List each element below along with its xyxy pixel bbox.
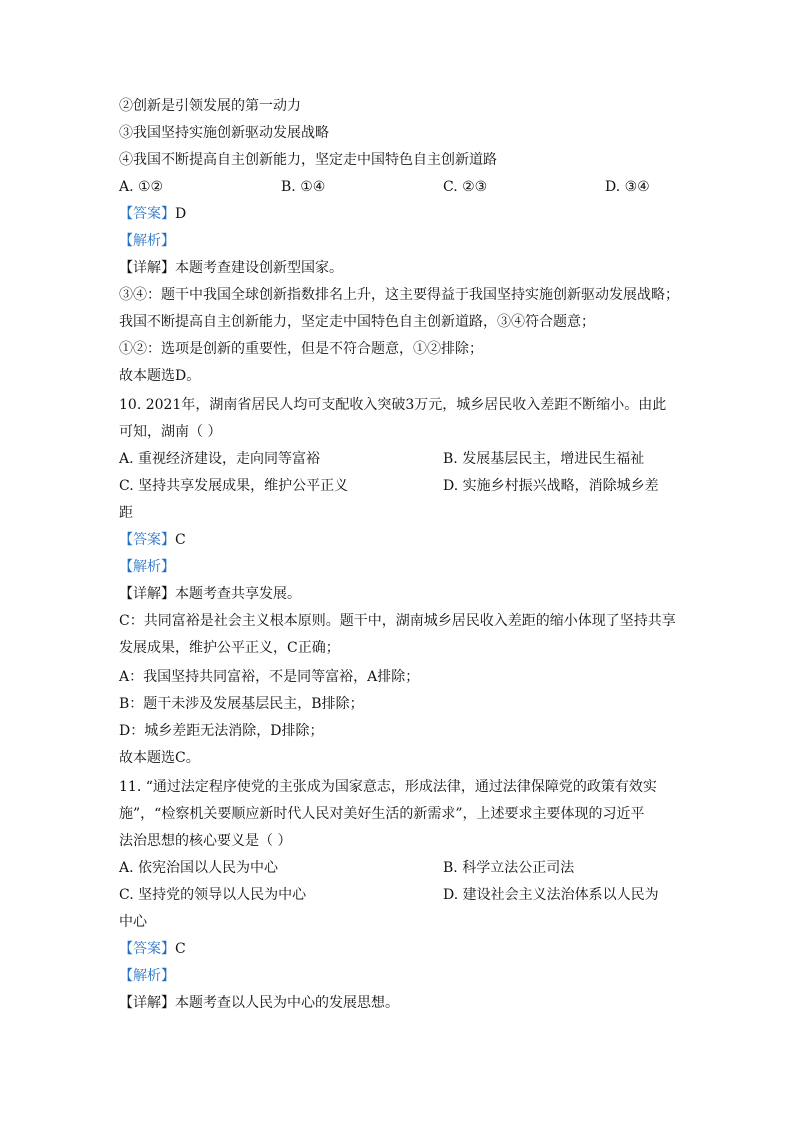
q9-item-2: ②创新是引领发展的第一动力 bbox=[119, 98, 301, 114]
q10-option-b: B. 发展基层民主，增进民生福祉 bbox=[443, 451, 645, 467]
q11-detail bbox=[119, 994, 399, 1012]
answer-value: D bbox=[175, 206, 187, 222]
q9-explanation-line: ③④：题干中我国全球创新指数排名上升，这主要得益于我国坚持实施创新驱动发展战略； bbox=[119, 287, 679, 303]
q9-explanation-line: ①②：选项是创新的重要性，但是不符合题意，①②排除； bbox=[119, 341, 483, 357]
q11-analysis-label: 【解析】 bbox=[119, 968, 175, 984]
q10-option-c: C. 坚持共享发展成果，维护公平正义 bbox=[119, 478, 349, 494]
q9-option-b: B. ①④ bbox=[281, 179, 326, 195]
q10-explanation-line: A：我国坚持共同富裕，不是同等富裕，A排除； bbox=[119, 669, 420, 685]
q11-option-b: B. 科学立法公正司法 bbox=[443, 860, 575, 876]
detail-text: 本题考查以人民为中心的发展思想。 bbox=[175, 995, 399, 1011]
q10-option-d: D. 实施乡村振兴战略，消除城乡差 bbox=[443, 478, 659, 494]
q9-option-c: C. ②③ bbox=[443, 179, 488, 195]
detail-label: 【详解】 bbox=[119, 260, 175, 276]
q9-explanation-line: 我国不断提高自主创新能力，坚定走中国特色自主创新道路，③④符合题意； bbox=[119, 314, 595, 330]
detail-text: 本题考查共享发展。 bbox=[175, 586, 301, 602]
q10-explanation-line: 发展成果，维护公平正义，C正确； bbox=[119, 640, 340, 656]
q10-stem-line: 可知，湖南（ ） bbox=[119, 424, 222, 440]
q11-stem-line: 施”，“检察机关要顺应新时代人民对美好生活的新需求”，上述要求主要体现的习近平 bbox=[119, 806, 645, 822]
q9-item-3: ③我国坚持实施创新驱动发展战略 bbox=[119, 125, 329, 141]
q9-analysis-label: 【解析】 bbox=[119, 233, 175, 249]
q10-analysis-label: 【解析】 bbox=[119, 559, 175, 575]
q11-option-d: D. 建设社会主义法治体系以人民为 bbox=[443, 887, 659, 903]
q10-option-a: A. 重视经济建设，走向同等富裕 bbox=[119, 451, 321, 467]
q11-stem-line: 11. “通过法定程序使党的主张成为国家意志，形成法律，通过法律保障党的政策有效实 bbox=[119, 779, 657, 795]
q10-explanation-line: D：城乡差距无法消除，D排除； bbox=[119, 723, 324, 739]
q9-conclusion: 故本题选D。 bbox=[119, 368, 201, 384]
q11-option-a: A. 依宪治国以人民为中心 bbox=[119, 860, 279, 876]
answer-label: 【答案】 bbox=[119, 206, 175, 222]
q11-option-d-continued: 中心 bbox=[119, 914, 147, 930]
q10-stem-line: 10. 2021年，湖南省居民人均可支配收入突破3万元，城乡居民收入差距不断缩小。由此 bbox=[119, 397, 667, 413]
detail-label: 【详解】 bbox=[119, 586, 175, 602]
q11-answer bbox=[119, 940, 186, 958]
q9-option-a: A. ①② bbox=[119, 179, 164, 195]
q10-explanation-line: C：共同富裕是社会主义根本原则。题干中，湖南城乡居民收入差距的缩小体现了坚持共享 bbox=[119, 613, 676, 629]
detail-label: 【详解】 bbox=[119, 995, 175, 1011]
q9-detail bbox=[119, 259, 343, 277]
q9-option-d: D. ③④ bbox=[605, 179, 650, 195]
q9-answer bbox=[119, 205, 186, 223]
q9-item-4: ④我国不断提高自主创新能力，坚定走中国特色自主创新道路 bbox=[119, 152, 497, 168]
q10-option-d-continued: 距 bbox=[119, 505, 133, 521]
answer-label: 【答案】 bbox=[119, 532, 175, 548]
q10-explanation-line: B：题干未涉及发展基层民主，B排除； bbox=[119, 696, 364, 712]
answer-value: C bbox=[175, 532, 186, 548]
answer-value: C bbox=[175, 941, 186, 957]
detail-text: 本题考查建设创新型国家。 bbox=[175, 260, 343, 276]
q10-detail bbox=[119, 585, 301, 603]
q10-conclusion: 故本题选C。 bbox=[119, 750, 200, 766]
answer-label: 【答案】 bbox=[119, 941, 175, 957]
q11-stem-line: 法治思想的核心要义是（ ） bbox=[119, 833, 292, 849]
q11-option-c: C. 坚持党的领导以人民为中心 bbox=[119, 887, 307, 903]
q10-answer bbox=[119, 531, 186, 549]
